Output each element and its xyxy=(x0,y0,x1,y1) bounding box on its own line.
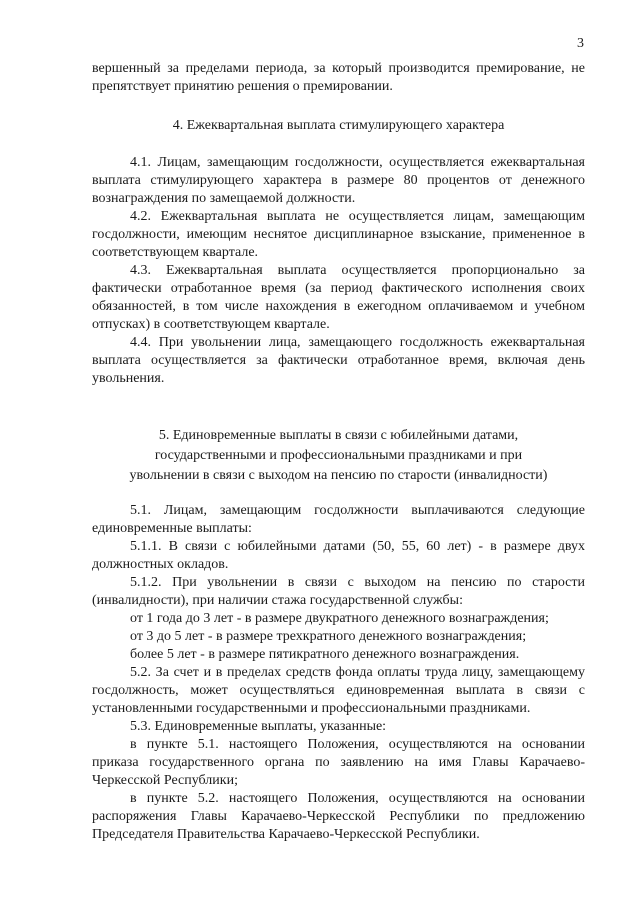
section-4-title: 4. Ежеквартальная выплата стимулирующего характера xyxy=(172,118,505,133)
paragraph-5-3-a: в пункте 5.1. настоящего Положения, осуществляются на основании приказа государственного органа по заявлению на имя Главы Карачаево-Черкесской Республики; xyxy=(92,737,585,788)
section-5-title-line: увольнении в связи с выходом на пенсию по старости (инвалидности) xyxy=(129,468,548,483)
paragraph-5-3: 5.3. Единовременные выплаты, указанные: xyxy=(130,719,387,734)
section-5-title-line: государственными и профессиональными праздниками и при xyxy=(154,448,523,463)
intro-paragraph: вершенный за пределами периода, за который производится премирование, не препятствует принятию решения о премировании. xyxy=(92,61,585,94)
paragraph-5-1-2: 5.1.2. При увольнении в связи с выходом на пенсию по старости (инвалидности), при наличии стажа государственной службы: xyxy=(92,575,585,608)
list-item-over-5-years: более 5 лет - в размере пятикратного денежного вознаграждения. xyxy=(130,647,520,662)
list-item-3-5-years: от 3 до 5 лет - в размере трехкратного денежного вознаграждения; xyxy=(130,629,527,644)
paragraph-4-2: 4.2. Ежеквартальная выплата не осуществляется лицам, замещающим госдолжности, имеющим неснятое дисциплинарное взыскание, примененное в соответствующем квартале. xyxy=(92,209,585,260)
paragraph-5-1-1: 5.1.1. В связи с юбилейными датами (50, 55, 60 лет) - в размере двух должностных окладов. xyxy=(92,539,585,572)
page-number: 3 xyxy=(577,36,584,51)
section-5-title-line: 5. Единовременные выплаты в связи с юбилейными датами, xyxy=(158,428,519,443)
list-item-1-3-years: от 1 года до 3 лет - в размере двукратного денежного вознаграждения; xyxy=(130,611,549,626)
document-body xyxy=(92,60,585,844)
section-5-title xyxy=(92,426,585,486)
paragraph-4-4: 4.4. При увольнении лица, замещающего госдолжность ежеквартальная выплата осуществляется за фактически отработанное время, включая день увольнения. xyxy=(92,335,585,386)
paragraph-4-3: 4.3. Ежеквартальная выплата осуществляется пропорционально за фактически отработанное время (за период фактического исполнения своих обязанностей, в том числе нахождения в ежегодном оплачиваемом и учебном отпусках) в соответствующем квартале. xyxy=(92,263,585,332)
paragraph-4-1: 4.1. Лицам, замещающим госдолжности, осуществляется ежеквартальная выплата стимулирующего характера в размере 80 процентов от денежного вознаграждения по замещаемой должности. xyxy=(92,155,585,206)
paragraph-5-1: 5.1. Лицам, замещающим госдолжности выплачиваются следующие единовременные выплаты: xyxy=(92,503,585,536)
paragraph-5-2: 5.2. За счет и в пределах средств фонда оплаты труда лицу, замещающему госдолжность, может осуществляться единовременная выплата в связи с установленными государственными и профессиональными праздниками. xyxy=(92,665,585,716)
paragraph-5-3-b: в пункте 5.2. настоящего Положения, осуществляются на основании распоряжения Главы Карачаево-Черкесской Республики по предложению Председателя Правительства Карачаево-Черкесской Республики. xyxy=(92,791,585,842)
